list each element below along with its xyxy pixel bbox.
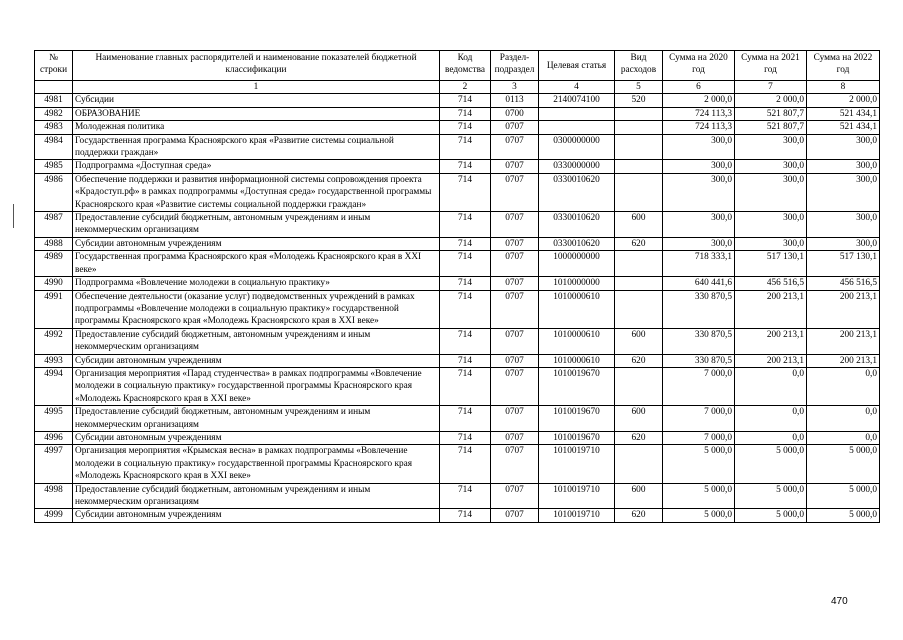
indicator-name: Субсидии	[73, 94, 440, 107]
section-code: 0707	[491, 328, 539, 354]
header-target: Целевая статья	[539, 51, 615, 81]
sum-2021: 300,0	[735, 160, 807, 173]
sum-2021: 456 516,5	[735, 277, 807, 290]
section-code: 0707	[491, 445, 539, 483]
row-number: 4988	[35, 237, 73, 250]
page-number: 470	[831, 596, 848, 607]
sum-2020: 724 113,3	[663, 121, 735, 134]
column-number-row	[35, 81, 880, 94]
target-code: 0330010620	[539, 173, 615, 211]
table-row	[35, 406, 880, 432]
indicator-name: Предоставление субсидий бюджетным, автономным учреждениям и иным некоммерческим организациям	[73, 328, 440, 354]
table-row	[35, 290, 880, 328]
dept-code: 714	[440, 212, 491, 238]
row-number: 4997	[35, 445, 73, 483]
target-code: 1010019710	[539, 509, 615, 522]
row-number: 4991	[35, 290, 73, 328]
header-row	[35, 51, 880, 81]
table-row	[35, 277, 880, 290]
column-number: 8	[807, 81, 880, 94]
target-code: 0330010620	[539, 212, 615, 238]
sum-2022: 5 000,0	[807, 509, 880, 522]
sum-2020: 330 870,5	[663, 354, 735, 367]
section-code: 0707	[491, 290, 539, 328]
dept-code: 714	[440, 354, 491, 367]
indicator-name: Предоставление субсидий бюджетным, автономным учреждениям и иным некоммерческим организациям	[73, 483, 440, 509]
column-number: 2	[440, 81, 491, 94]
column-number	[35, 81, 73, 94]
column-number: 5	[615, 81, 663, 94]
sum-2022: 521 434,1	[807, 121, 880, 134]
sum-2022: 521 434,1	[807, 107, 880, 120]
indicator-name: Предоставление субсидий бюджетным, автономным учреждениям и иным некоммерческим организациям	[73, 212, 440, 238]
sum-2020: 300,0	[663, 237, 735, 250]
table-row	[35, 212, 880, 238]
section-code: 0707	[491, 251, 539, 277]
sum-2020: 5 000,0	[663, 509, 735, 522]
expense-type: 600	[615, 406, 663, 432]
sum-2022: 300,0	[807, 212, 880, 238]
indicator-name: Обеспечение деятельности (оказание услуг) подведомственных учреждений в рамках подпрограммы «Вовлечение молодежи в социальную практику» государственной программы Красноярского края «Молодежь Красноярского края в XXI веке»	[73, 290, 440, 328]
sum-2021: 5 000,0	[735, 509, 807, 522]
section-code: 0707	[491, 277, 539, 290]
table-row	[35, 509, 880, 522]
sum-2022: 300,0	[807, 237, 880, 250]
dept-code: 714	[440, 251, 491, 277]
sum-2020: 2 000,0	[663, 94, 735, 107]
section-code: 0707	[491, 212, 539, 238]
indicator-name: Молодежная политика	[73, 121, 440, 134]
section-code: 0707	[491, 121, 539, 134]
table-row	[35, 445, 880, 483]
dept-code: 714	[440, 406, 491, 432]
sum-2022: 5 000,0	[807, 483, 880, 509]
indicator-name: Подпрограмма «Вовлечение молодежи в социальную практику»	[73, 277, 440, 290]
table-row	[35, 160, 880, 173]
table-row	[35, 237, 880, 250]
section-code: 0707	[491, 134, 539, 160]
indicator-name: Организация мероприятия «Парад студенчества» в рамках подпрограммы «Вовлечение молодежи в социальную практику» государственной программы Красноярского края «Молодежь Красноярского края в XXI веке»	[73, 367, 440, 405]
row-number: 4990	[35, 277, 73, 290]
dept-code: 714	[440, 107, 491, 120]
target-code: 1010019710	[539, 483, 615, 509]
table-row	[35, 94, 880, 107]
target-code: 1010019710	[539, 445, 615, 483]
budget-table	[34, 50, 880, 523]
header-sum-2020: Сумма на 2020 год	[663, 51, 735, 81]
sum-2020: 7 000,0	[663, 406, 735, 432]
section-code: 0707	[491, 509, 539, 522]
budget-sheet	[34, 50, 880, 523]
dept-code: 714	[440, 367, 491, 405]
sum-2020: 300,0	[663, 173, 735, 211]
sum-2021: 300,0	[735, 237, 807, 250]
sum-2022: 0,0	[807, 367, 880, 405]
margin-mark	[13, 204, 14, 228]
header-row-no: № строки	[35, 51, 73, 81]
expense-type	[615, 367, 663, 405]
table-body	[35, 94, 880, 522]
dept-code: 714	[440, 121, 491, 134]
sum-2021: 0,0	[735, 367, 807, 405]
indicator-name: Предоставление субсидий бюджетным, автономным учреждениям и иным некоммерческим организациям	[73, 406, 440, 432]
sum-2021: 521 807,7	[735, 107, 807, 120]
sum-2021: 0,0	[735, 406, 807, 432]
indicator-name: Субсидии автономным учреждениям	[73, 354, 440, 367]
indicator-name: Организация мероприятия «Крымская весна» в рамках подпрограммы «Вовлечение молодежи в социальную практику» государственной программы Красноярского края «Молодежь Красноярского края в XXI веке»	[73, 445, 440, 483]
sum-2021: 300,0	[735, 134, 807, 160]
expense-type: 600	[615, 212, 663, 238]
target-code: 0330000000	[539, 160, 615, 173]
sum-2020: 300,0	[663, 134, 735, 160]
target-code: 1010019670	[539, 367, 615, 405]
sum-2020: 300,0	[663, 212, 735, 238]
column-number: 7	[735, 81, 807, 94]
sum-2020: 5 000,0	[663, 445, 735, 483]
target-code: 1010000610	[539, 354, 615, 367]
sum-2022: 0,0	[807, 431, 880, 444]
sum-2022: 300,0	[807, 173, 880, 211]
sum-2021: 2 000,0	[735, 94, 807, 107]
row-number: 4995	[35, 406, 73, 432]
row-number: 4982	[35, 107, 73, 120]
expense-type	[615, 251, 663, 277]
section-code: 0700	[491, 107, 539, 120]
header-exp-type: Вид расходов	[615, 51, 663, 81]
dept-code: 714	[440, 277, 491, 290]
table-row	[35, 354, 880, 367]
row-number: 4984	[35, 134, 73, 160]
target-code: 1010019670	[539, 431, 615, 444]
dept-code: 714	[440, 237, 491, 250]
sum-2022: 200 213,1	[807, 354, 880, 367]
sum-2020: 5 000,0	[663, 483, 735, 509]
table-row	[35, 367, 880, 405]
target-code	[539, 107, 615, 120]
indicator-name: Субсидии автономным учреждениям	[73, 237, 440, 250]
table-row	[35, 483, 880, 509]
target-code: 0330010620	[539, 237, 615, 250]
dept-code: 714	[440, 290, 491, 328]
column-number: 1	[73, 81, 440, 94]
sum-2020: 718 333,1	[663, 251, 735, 277]
expense-type	[615, 121, 663, 134]
header-sum-2021: Сумма на 2021 год	[735, 51, 807, 81]
row-number: 4999	[35, 509, 73, 522]
expense-type	[615, 107, 663, 120]
section-code: 0707	[491, 237, 539, 250]
target-code: 2140074100	[539, 94, 615, 107]
expense-type: 620	[615, 509, 663, 522]
table-row	[35, 173, 880, 211]
sum-2021: 517 130,1	[735, 251, 807, 277]
expense-type	[615, 290, 663, 328]
section-code: 0707	[491, 367, 539, 405]
row-number: 4994	[35, 367, 73, 405]
sum-2022: 0,0	[807, 406, 880, 432]
section-code: 0707	[491, 160, 539, 173]
dept-code: 714	[440, 431, 491, 444]
sum-2020: 7 000,0	[663, 431, 735, 444]
expense-type	[615, 134, 663, 160]
row-number: 4987	[35, 212, 73, 238]
sum-2021: 300,0	[735, 212, 807, 238]
sum-2020: 330 870,5	[663, 290, 735, 328]
header-section: Раздел-подраздел	[491, 51, 539, 81]
sum-2021: 5 000,0	[735, 483, 807, 509]
column-number: 3	[491, 81, 539, 94]
dept-code: 714	[440, 328, 491, 354]
indicator-name: Подпрограмма «Доступная среда»	[73, 160, 440, 173]
row-number: 4992	[35, 328, 73, 354]
sum-2021: 0,0	[735, 431, 807, 444]
indicator-name: Обеспечение поддержки и развития информационной системы сопровождения проекта «Крадоступ.рф» в рамках подпрограммы «Доступная среда» государственной программы Красноярского края «Развитие системы социальной поддержки граждан»	[73, 173, 440, 211]
row-number: 4996	[35, 431, 73, 444]
indicator-name: ОБРАЗОВАНИЕ	[73, 107, 440, 120]
table-row	[35, 251, 880, 277]
sum-2022: 5 000,0	[807, 445, 880, 483]
section-code: 0707	[491, 173, 539, 211]
section-code: 0707	[491, 431, 539, 444]
row-number: 4989	[35, 251, 73, 277]
dept-code: 714	[440, 134, 491, 160]
sum-2021: 200 213,1	[735, 290, 807, 328]
column-number: 4	[539, 81, 615, 94]
sum-2021: 200 213,1	[735, 328, 807, 354]
target-code: 0300000000	[539, 134, 615, 160]
sum-2022: 456 516,5	[807, 277, 880, 290]
expense-type	[615, 445, 663, 483]
expense-type	[615, 160, 663, 173]
expense-type: 620	[615, 354, 663, 367]
indicator-name: Государственная программа Красноярского края «Молодежь Красноярского края в XXI веке»	[73, 251, 440, 277]
section-code: 0707	[491, 354, 539, 367]
dept-code: 714	[440, 483, 491, 509]
expense-type: 520	[615, 94, 663, 107]
sum-2021: 300,0	[735, 173, 807, 211]
sum-2021: 5 000,0	[735, 445, 807, 483]
indicator-name: Субсидии автономным учреждениям	[73, 431, 440, 444]
target-code: 1010000610	[539, 290, 615, 328]
sum-2022: 2 000,0	[807, 94, 880, 107]
sum-2022: 200 213,1	[807, 328, 880, 354]
table-row	[35, 328, 880, 354]
expense-type: 600	[615, 328, 663, 354]
row-number: 4993	[35, 354, 73, 367]
dept-code: 714	[440, 445, 491, 483]
row-number: 4983	[35, 121, 73, 134]
expense-type	[615, 277, 663, 290]
sum-2022: 200 213,1	[807, 290, 880, 328]
dept-code: 714	[440, 160, 491, 173]
dept-code: 714	[440, 94, 491, 107]
sum-2021: 521 807,7	[735, 121, 807, 134]
target-code: 1010000610	[539, 328, 615, 354]
row-number: 4986	[35, 173, 73, 211]
expense-type: 600	[615, 483, 663, 509]
dept-code: 714	[440, 509, 491, 522]
dept-code: 714	[440, 173, 491, 211]
row-number: 4998	[35, 483, 73, 509]
target-code: 1010000000	[539, 277, 615, 290]
sum-2021: 200 213,1	[735, 354, 807, 367]
expense-type: 620	[615, 431, 663, 444]
table-row	[35, 134, 880, 160]
expense-type: 620	[615, 237, 663, 250]
sum-2020: 640 441,6	[663, 277, 735, 290]
indicator-name: Государственная программа Красноярского края «Развитие системы социальной поддержки граждан»	[73, 134, 440, 160]
section-code: 0707	[491, 406, 539, 432]
sum-2020: 724 113,3	[663, 107, 735, 120]
target-code: 1010019670	[539, 406, 615, 432]
row-number: 4981	[35, 94, 73, 107]
section-code: 0707	[491, 483, 539, 509]
sum-2022: 300,0	[807, 134, 880, 160]
sum-2020: 330 870,5	[663, 328, 735, 354]
table-row	[35, 121, 880, 134]
sum-2020: 300,0	[663, 160, 735, 173]
target-code: 1000000000	[539, 251, 615, 277]
column-number: 6	[663, 81, 735, 94]
expense-type	[615, 173, 663, 211]
table-row	[35, 431, 880, 444]
target-code	[539, 121, 615, 134]
header-name: Наименование главных распорядителей и наименование показателей бюджетной классификации	[73, 51, 440, 81]
sum-2020: 7 000,0	[663, 367, 735, 405]
section-code: 0113	[491, 94, 539, 107]
indicator-name: Субсидии автономным учреждениям	[73, 509, 440, 522]
row-number: 4985	[35, 160, 73, 173]
table-row	[35, 107, 880, 120]
header-dept-code: Код ведомства	[440, 51, 491, 81]
sum-2022: 300,0	[807, 160, 880, 173]
sum-2022: 517 130,1	[807, 251, 880, 277]
header-sum-2022: Сумма на 2022 год	[807, 51, 880, 81]
